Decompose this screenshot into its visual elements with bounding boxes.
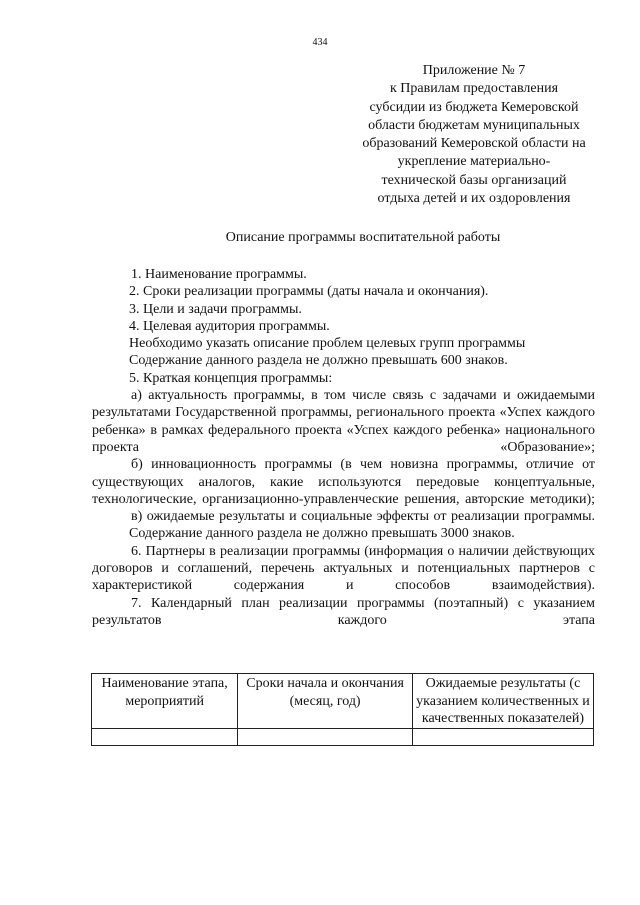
item-5a: а) актуальность программы, в том числе связь с задачами и ожидаемыми результатами Государственной программы, регионального проекта «Успех каждого ребенка» в рамках федерального проекта «Успех каждого ребенка» национального проекта «Образование»; <box>92 388 595 455</box>
item-1: 1. Наименование программы. <box>131 267 307 282</box>
table-header-row <box>92 674 594 729</box>
item-5: 5. Краткая концепция программы: <box>129 370 333 386</box>
limit-3000: Содержание данного раздела не должно превышать 3000 знаков. <box>129 526 515 542</box>
item-3: 3. Цели и задачи программы. <box>129 301 302 317</box>
appendix-line: технической базы организаций <box>381 172 567 188</box>
table-row <box>92 728 594 745</box>
appendix-line: отдыха детей и их оздоровления <box>377 191 571 207</box>
calendar-plan-table <box>91 673 594 746</box>
appendix-line: субсидии из бюджета Кемеровской <box>369 99 579 115</box>
document-body <box>92 266 595 629</box>
appendix-line: области бюджетам муниципальных <box>368 117 580 133</box>
item-7: 7. Календарный план реализации программы (поэтапный) с указанием результатов каждого этапа <box>92 595 595 628</box>
header-dates: Сроки начала и окончания (месяц, год) <box>238 674 413 729</box>
item-5b: б) инновационность программы (в чем новизна программы, отличие от существующих аналогов, какие используются передовые концептуальные, технологические, организационно-управленческие решения, авторские методики); <box>92 457 595 507</box>
appendix-header <box>346 62 602 208</box>
table-cell <box>238 728 413 745</box>
appendix-line: образований Кемеровской области на <box>362 136 586 152</box>
appendix-line: Приложение № 7 <box>422 63 526 78</box>
item-4: 4. Целевая аудитория программы. <box>129 318 330 334</box>
item-2: 2. Сроки реализации программы (даты начала и окончания). <box>129 284 489 300</box>
appendix-line: к Правилам предоставления <box>389 81 559 97</box>
header-results: Ожидаемые результаты (с указанием количественных и качественных показателей) <box>412 674 593 729</box>
page-number: 434 <box>312 37 328 48</box>
limit-600: Содержание данного раздела не должно превышать 600 знаков. <box>129 353 508 369</box>
table-cell <box>412 728 593 745</box>
appendix-line: укрепление материально- <box>397 154 551 170</box>
item-5v: в) ожидаемые результаты и социальные эффекты от реализации программы. <box>131 509 595 525</box>
note-target-groups: Необходимо указать описание проблем целевых групп программы <box>129 336 526 352</box>
table-cell <box>92 728 238 745</box>
header-stage: Наименование этапа, мероприятий <box>92 674 238 729</box>
document-title: Описание программы воспитательной работы <box>225 230 501 245</box>
item-6: 6. Партнеры в реализации программы (информация о наличии действующих договоров и соглашений, перечень актуальных и потенциальных партнеров с характеристикой содержания и способов взаимодействия). <box>92 543 595 594</box>
